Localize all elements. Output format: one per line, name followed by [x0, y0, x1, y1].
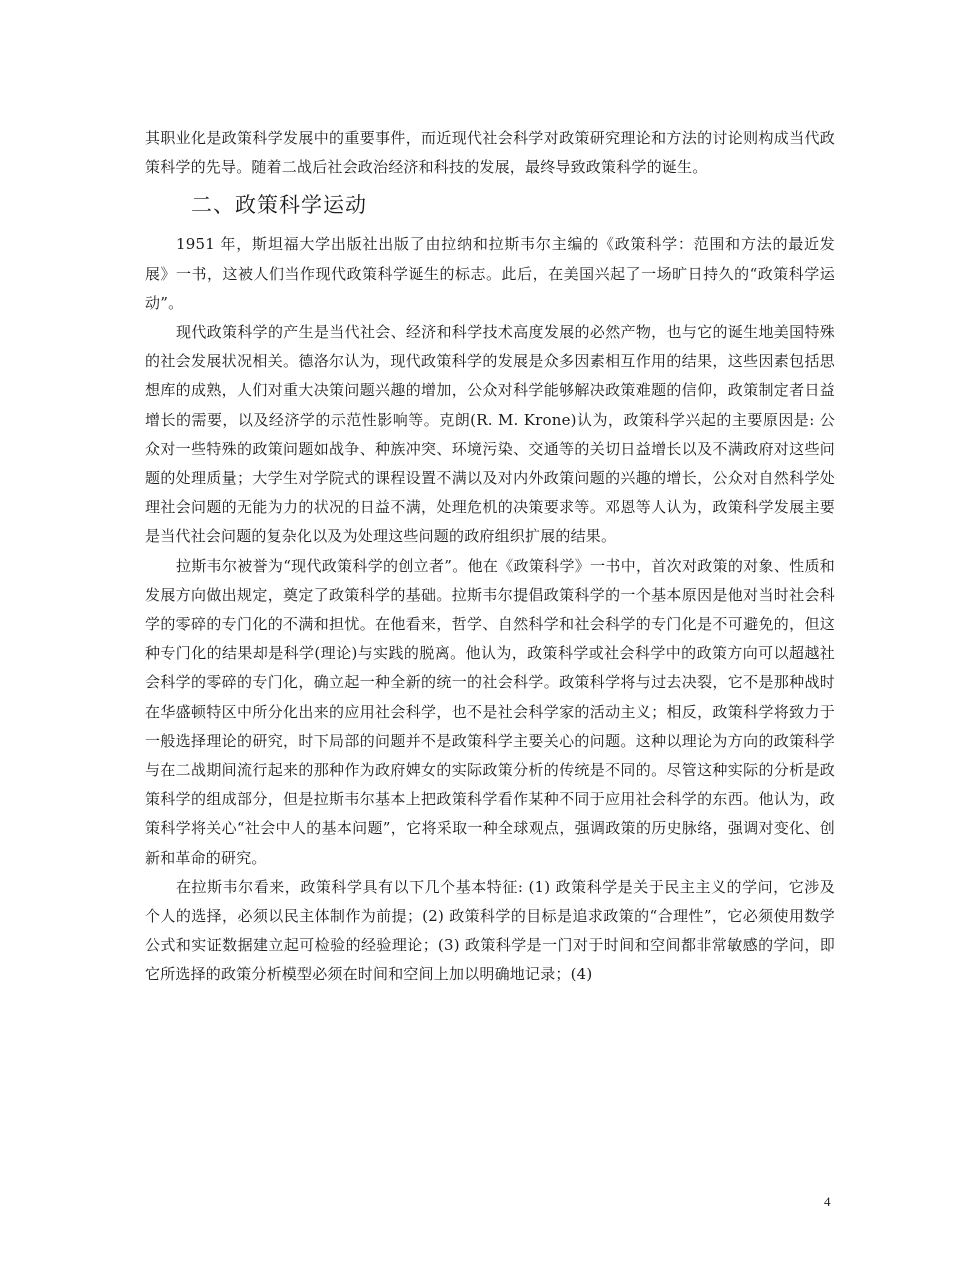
- section-heading: 二、政策科学运动: [191, 193, 367, 218]
- paragraph-4: 在拉斯韦尔看来，政策科学具有以下几个基本特征: (1) 政策科学是关于民主主义的学问，它涉及个人的选择，必须以民主体制作为前提；(2) 政策科学的目标是追求政策的“合理性”，它必须使用数学公式和实证数据建立起可检验的经验理论；(3) 政策科学是一门对于时间和空间都非常敏感的学问，即它所选择的政策分析模型必须在时间和空间上加以明确地记录；(4): [145, 877, 835, 984]
- paragraph-2: 现代政策科学的产生是当代社会、经济和科学技术高度发展的必然产物，也与它的诞生地美国特殊的社会发展状况相关。德洛尔认为，现代政策科学的发展是众多因素相互作用的结果，这些因素包括思想库的成熟，人们对重大决策问题兴趣的增加，公众对科学能够解决政策难题的信仰，政策制定者日益增长的需要，以及经济学的示范性影响等。克朗(R. M. Krone)认为，政策科学兴起的主要原因是: 公众对一些特殊的政策问题如战争、种族冲突、环境污染、交通等的关切日益增长以及不满政府对这些问题的处理质量；大学生对学院式的课程设置不满以及对内外政策问题的兴趣的增长，公众对自然科学处理社会问题的无能为力的状况的日益不满，处理危机的决策要求等。邓恩等人认为，政策科学发展主要是当代社会问题的复杂化以及为处理这些问题的政府组织扩展的结果。: [145, 323, 835, 546]
- page-content: [145, 124, 835, 990]
- paragraph-continuation: 其职业化是政策科学发展中的重要事件，而近现代社会科学对政策研究理论和方法的讨论则构成当代政策科学的先导。随着二战后社会政治经济和科技的发展，最终导致政策科学的诞生。: [145, 129, 835, 177]
- paragraph-3: 拉斯韦尔被誉为“现代政策科学的创立者”。他在《政策科学》一书中，首次对政策的对象、性质和发展方向做出规定，奠定了政策科学的基础。拉斯韦尔提倡政策科学的一个基本原因是他对当时社会科学的零碎的专门化的不满和担忧。在他看来，哲学、自然科学和社会科学的专门化是不可避免的，但这种专门化的结果却是科学(理论)与实践的脱离。他认为，政策科学或社会科学中的政策方向可以超越社会科学的零碎的专门化，确立起一种全新的统一的社会科学。政策科学将与过去决裂，它不是那种战时在华盛顿特区中所分化出来的应用社会科学，也不是社会科学家的活动主义；相反，政策科学将致力于一般选择理论的研究，时下局部的问题并不是政策科学主要关心的问题。这种以理论为方向的政策科学与在二战期间流行起来的那种作为政府婢女的实际政策分析的传统是不同的。尽管这种实际的分析是政策科学的组成部分，但是拉斯韦尔基本上把政策科学看作某种不同于应用社会科学的东西。他认为，政策科学将关心“社会中人的基本问题”，它将采取一种全球观点，强调政策的历史脉络，强调对变化、创新和革命的研究。: [145, 556, 835, 867]
- paragraph-1: 1951 年，斯坦福大学出版社出版了由拉纳和拉斯韦尔主编的《政策科学：范围和方法的最近发展》一书，这被人们当作现代政策科学诞生的标志。此后，在美国兴起了一场旷日持久的“政策科学运动”。: [145, 235, 835, 312]
- page-number: 4: [824, 1194, 831, 1209]
